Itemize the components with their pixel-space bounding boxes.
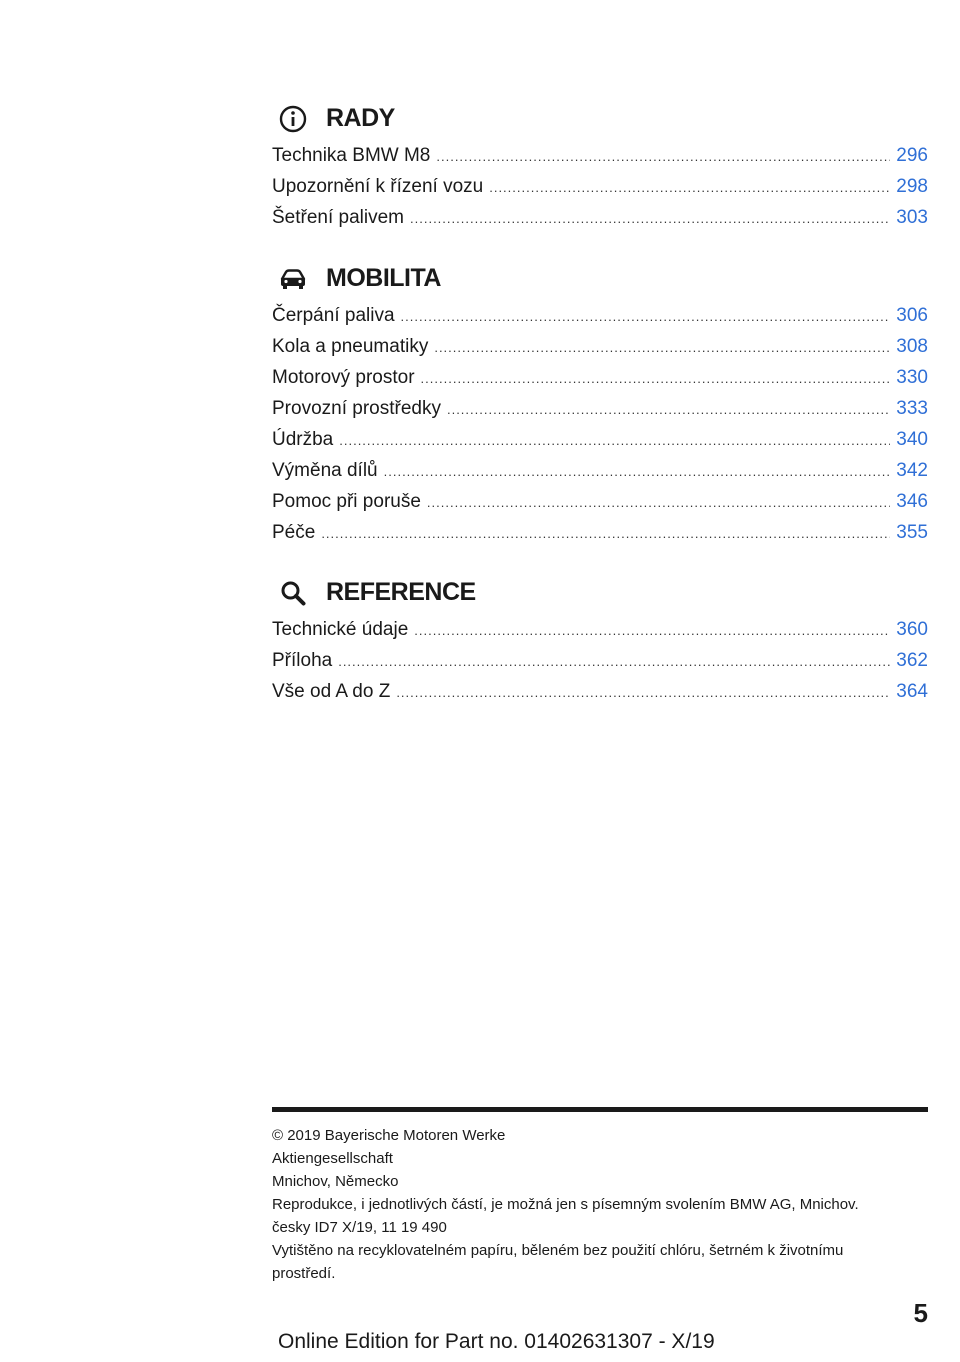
info-icon [278,104,308,134]
leader-dots [338,654,890,669]
toc-entry-page[interactable]: 308 [896,336,928,357]
toc-entry-label: Příloha [272,650,333,671]
toc-entry[interactable] [272,362,928,393]
imprint-line: česky ID7 X/19, 11 19 490 [272,1219,447,1236]
section-title: REFERENCE [326,578,476,606]
toc-entry-label: Šetření palivem [272,207,405,228]
imprint-line: Vytištěno na recyklovatelném papíru, běleném bez použití chlóru, šetrném k životnímu [272,1242,844,1259]
imprint-line: prostředí. [272,1265,336,1282]
toc-entry-page[interactable]: 303 [896,207,928,228]
imprint-line: © 2019 Bayerische Motoren Werke [272,1127,506,1144]
toc-entry-label: Technické údaje [272,619,409,640]
car-icon [278,264,308,294]
leader-dots [447,402,890,417]
toc-entry-label: Výměna dílů [272,460,378,481]
section-header [272,100,928,140]
toc-entry-label: Čerpání paliva [272,305,395,326]
leader-dots [489,180,890,195]
toc-entry[interactable] [272,517,928,548]
toc-entry-page[interactable]: 362 [896,650,928,671]
footer-edition: Online Edition for Part no. 01402631307 - X/19 [278,1330,715,1353]
toc-entry[interactable] [272,676,928,707]
toc-entry[interactable] [272,140,928,171]
leader-dots [421,371,891,386]
toc-entry-page[interactable]: 296 [896,145,928,166]
leader-dots [401,309,891,324]
toc-entry-label: Péče [272,522,316,543]
section-header [272,574,928,614]
leader-dots [436,149,890,164]
leader-dots [339,433,890,448]
toc-entry[interactable] [272,331,928,362]
toc-entry-label: Motorový prostor [272,367,415,388]
section-header [272,260,928,300]
divider-rule [272,1107,928,1112]
toc-entry[interactable] [272,424,928,455]
leader-dots [434,340,890,355]
toc-entry-page[interactable]: 333 [896,398,928,419]
toc-entry-page[interactable]: 298 [896,176,928,197]
leader-dots [384,464,891,479]
toc-entry-label: Kola a pneumatiky [272,336,429,357]
toc-entry-page[interactable]: 355 [896,522,928,543]
toc-entry[interactable] [272,202,928,233]
toc-entry-page[interactable]: 306 [896,305,928,326]
toc-entry[interactable] [272,300,928,331]
toc-entry-page[interactable]: 346 [896,491,928,512]
magnifier-icon [278,578,308,608]
leader-dots [321,526,890,541]
toc-entry[interactable] [272,171,928,202]
section-title: RADY [326,104,395,132]
toc-entry-page[interactable]: 360 [896,619,928,640]
page-number: 5 [913,1298,928,1328]
toc-entry-label: Údržba [272,429,334,450]
toc-entry[interactable] [272,393,928,424]
section-mobilita [272,260,928,548]
toc-entry[interactable] [272,614,928,645]
toc-entry[interactable] [272,645,928,676]
section-reference [272,574,928,707]
section-rady [272,100,928,233]
leader-dots [396,685,890,700]
imprint-line: Aktiengesellschaft [272,1150,393,1167]
toc-entry-page[interactable]: 342 [896,460,928,481]
toc-entry-page[interactable]: 364 [896,681,928,702]
toc-entry-label: Provozní prostředky [272,398,441,419]
section-title: MOBILITA [326,264,441,292]
toc-entry-label: Vše od A do Z [272,681,391,702]
imprint-line: Mnichov, Německo [272,1173,399,1190]
toc-entry-page[interactable]: 330 [896,367,928,388]
toc-entry-label: Pomoc při poruše [272,491,421,512]
toc-entry[interactable] [272,455,928,486]
toc-entry[interactable] [272,486,928,517]
imprint-line: Reprodukce, i jednotlivých částí, je možná jen s písemným svolením BMW AG, Mnichov. [272,1196,859,1213]
leader-dots [410,211,890,226]
leader-dots [427,495,890,510]
toc-entry-label: Technika BMW M8 [272,145,431,166]
toc-entry-label: Upozornění k řízení vozu [272,176,484,197]
toc-entry-page[interactable]: 340 [896,429,928,450]
leader-dots [414,623,890,638]
imprint-block [272,1124,928,1285]
